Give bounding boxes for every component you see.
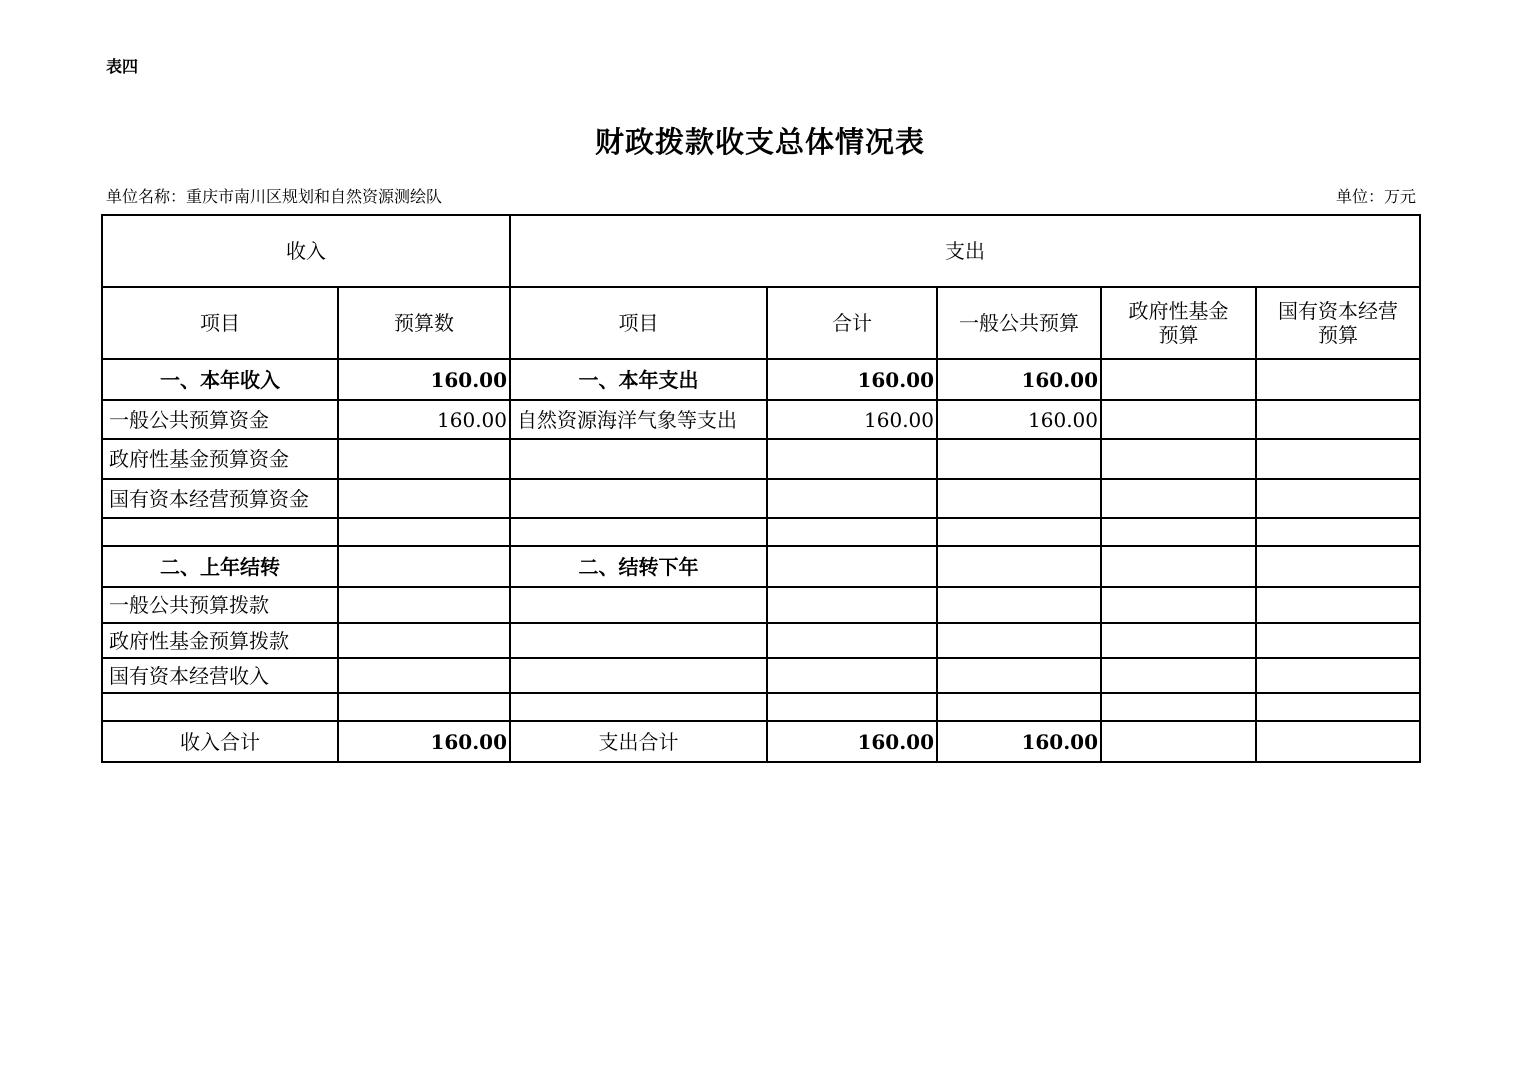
expense-item-cell: 一、本年支出 <box>510 359 767 400</box>
expense-item-cell <box>510 658 767 693</box>
income-item-cell <box>102 518 338 546</box>
income-item-cell: 国有资本经营预算资金 <box>102 479 338 518</box>
gov-fund-cell <box>1101 359 1256 400</box>
state-capital-cell <box>1256 658 1420 693</box>
table-row <box>102 693 1420 721</box>
general-budget-cell <box>937 479 1101 518</box>
income-item-cell <box>102 693 338 721</box>
income-budget-cell <box>338 546 510 587</box>
gov-fund-cell <box>1101 587 1256 623</box>
income-budget-header: 预算数 <box>338 287 510 359</box>
income-budget-cell: 160.00 <box>338 400 510 439</box>
income-item-cell: 二、上年结转 <box>102 546 338 587</box>
income-item-cell: 政府性基金预算拨款 <box>102 623 338 658</box>
expense-item-cell: 二、结转下年 <box>510 546 767 587</box>
state-capital-cell <box>1256 479 1420 518</box>
income-budget-cell <box>338 439 510 479</box>
total-cell <box>767 518 937 546</box>
total-cell <box>767 623 937 658</box>
totals-row <box>102 721 1420 762</box>
total-cell <box>767 439 937 479</box>
income-budget-cell <box>338 623 510 658</box>
gov-fund-cell <box>1101 546 1256 587</box>
expense-item-cell <box>510 479 767 518</box>
table-row <box>102 518 1420 546</box>
general-budget-cell: 160.00 <box>937 400 1101 439</box>
table-row <box>102 623 1420 658</box>
total-cell <box>767 546 937 587</box>
table-row <box>102 546 1420 587</box>
general-budget-cell: 160.00 <box>937 359 1101 400</box>
total-cell <box>767 658 937 693</box>
general-budget-cell <box>937 658 1101 693</box>
general-budget-cell <box>937 439 1101 479</box>
state-capital-cell <box>1256 693 1420 721</box>
state-capital-cell <box>1256 439 1420 479</box>
state-capital-cell <box>1256 546 1420 587</box>
expense-item-cell <box>510 518 767 546</box>
table-row <box>102 359 1420 400</box>
gov-fund-cell <box>1101 479 1256 518</box>
expense-total-value: 160.00 <box>767 721 937 762</box>
state-capital-total-value <box>1256 721 1420 762</box>
header-row-top <box>102 215 1420 287</box>
gov-fund-header-line1: 政府性基金 <box>1128 299 1229 323</box>
expense-item-cell <box>510 439 767 479</box>
header-row-columns <box>102 287 1420 359</box>
gov-fund-header <box>1101 287 1256 359</box>
state-capital-cell <box>1256 587 1420 623</box>
gov-fund-header-line2: 预算 <box>1158 323 1199 347</box>
state-capital-header-line2: 预算 <box>1318 323 1359 347</box>
total-cell <box>767 587 937 623</box>
general-budget-cell <box>937 587 1101 623</box>
income-total-value: 160.00 <box>338 721 510 762</box>
expense-item-cell: 自然资源海洋气象等支出 <box>510 400 767 439</box>
gov-fund-cell <box>1101 623 1256 658</box>
table-number-label: 表四 <box>106 57 139 76</box>
general-budget-cell <box>937 518 1101 546</box>
table-row <box>102 400 1420 439</box>
general-budget-cell <box>937 693 1101 721</box>
page-title: 财政拨款收支总体情况表 <box>594 125 925 159</box>
total-cell <box>767 693 937 721</box>
state-capital-cell <box>1256 623 1420 658</box>
gov-fund-cell <box>1101 439 1256 479</box>
expense-item-cell <box>510 587 767 623</box>
unit-name: 单位名称：重庆市南川区规划和自然资源测绘队 <box>106 187 443 206</box>
income-budget-cell <box>338 658 510 693</box>
total-cell <box>767 479 937 518</box>
state-capital-cell <box>1256 518 1420 546</box>
table-row <box>102 479 1420 518</box>
expense-item-cell <box>510 693 767 721</box>
gov-fund-cell <box>1101 658 1256 693</box>
table-row <box>102 439 1420 479</box>
income-item-cell: 政府性基金预算资金 <box>102 439 338 479</box>
fiscal-budget-table <box>101 214 1421 763</box>
income-total-label: 收入合计 <box>102 721 338 762</box>
income-budget-cell <box>338 479 510 518</box>
general-budget-cell <box>937 623 1101 658</box>
state-capital-header <box>1256 287 1420 359</box>
income-budget-cell <box>338 518 510 546</box>
table-row <box>102 658 1420 693</box>
income-budget-cell: 160.00 <box>338 359 510 400</box>
expense-item-cell <box>510 623 767 658</box>
expense-item-header: 项目 <box>510 287 767 359</box>
expense-total-label: 支出合计 <box>510 721 767 762</box>
income-item-cell: 国有资本经营收入 <box>102 658 338 693</box>
gov-fund-cell <box>1101 400 1256 439</box>
income-item-cell: 一、本年收入 <box>102 359 338 400</box>
total-header: 合计 <box>767 287 937 359</box>
expense-header: 支出 <box>510 215 1420 287</box>
general-budget-total-value: 160.00 <box>937 721 1101 762</box>
gov-fund-cell <box>1101 693 1256 721</box>
total-cell: 160.00 <box>767 359 937 400</box>
state-capital-cell <box>1256 359 1420 400</box>
income-item-cell: 一般公共预算拨款 <box>102 587 338 623</box>
gov-fund-total-value <box>1101 721 1256 762</box>
state-capital-cell <box>1256 400 1420 439</box>
general-budget-header: 一般公共预算 <box>937 287 1101 359</box>
state-capital-header-line1: 国有资本经营 <box>1278 299 1399 323</box>
currency-unit: 单位：万元 <box>1335 187 1416 206</box>
table-row <box>102 587 1420 623</box>
income-budget-cell <box>338 693 510 721</box>
income-budget-cell <box>338 587 510 623</box>
income-item-header: 项目 <box>102 287 338 359</box>
general-budget-cell <box>937 546 1101 587</box>
income-item-cell: 一般公共预算资金 <box>102 400 338 439</box>
total-cell: 160.00 <box>767 400 937 439</box>
gov-fund-cell <box>1101 518 1256 546</box>
income-header: 收入 <box>102 215 510 287</box>
